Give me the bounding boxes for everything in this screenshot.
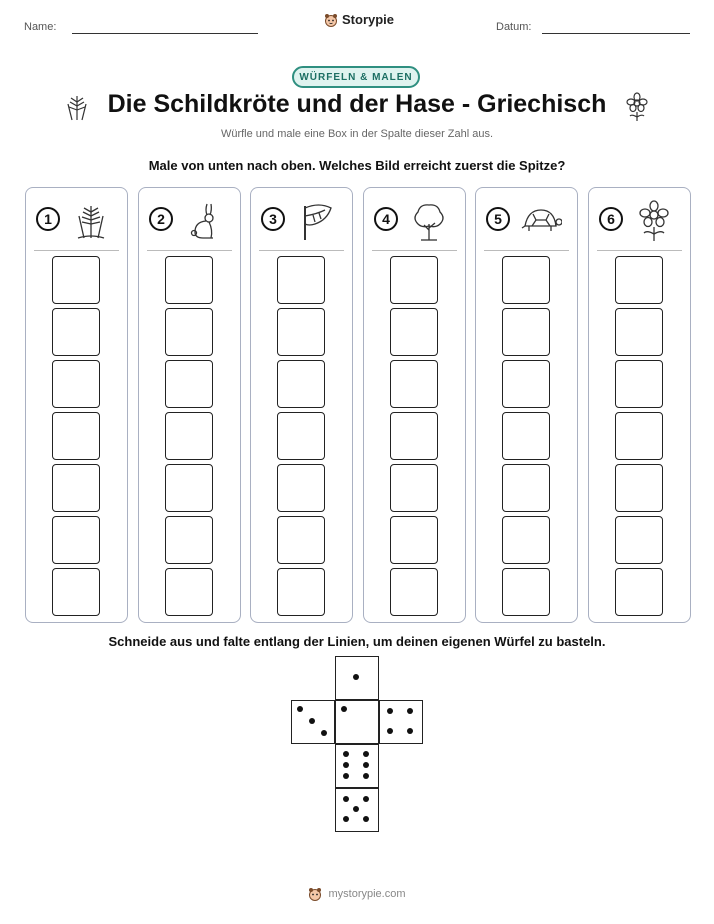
color-box[interactable]	[52, 360, 100, 408]
color-box[interactable]	[615, 360, 663, 408]
die-pip	[353, 806, 359, 812]
column-number: 1	[36, 207, 60, 231]
die-pip	[297, 706, 303, 712]
column-number: 6	[599, 207, 623, 231]
color-box[interactable]	[615, 568, 663, 616]
color-box[interactable]	[277, 568, 325, 616]
die-instruction: Schneide aus und falte entlang der Linien, um deinen eigenen Würfel zu basteln.	[108, 634, 606, 649]
instruction: Male von unten nach oben. Welches Bild erreicht zuerst die Spitze?	[148, 158, 566, 173]
footer-url[interactable]: mystorypie.com	[328, 888, 406, 900]
die-pip	[387, 708, 393, 714]
die-pip	[407, 728, 413, 734]
footer	[0, 887, 714, 901]
column-divider	[372, 250, 457, 251]
color-box[interactable]	[277, 256, 325, 304]
fern-icon	[62, 92, 92, 122]
color-box[interactable]	[277, 516, 325, 564]
color-box[interactable]	[277, 464, 325, 512]
color-box[interactable]	[502, 308, 550, 356]
color-box[interactable]	[52, 568, 100, 616]
color-box[interactable]	[165, 516, 213, 564]
color-box[interactable]	[615, 516, 663, 564]
name-line	[72, 33, 258, 34]
die-pip	[363, 751, 369, 757]
die-face-3	[291, 700, 335, 744]
column-divider	[34, 250, 119, 251]
color-box[interactable]	[52, 464, 100, 512]
color-box[interactable]	[502, 516, 550, 564]
color-box[interactable]	[502, 256, 550, 304]
color-box[interactable]	[390, 308, 438, 356]
flower-icon	[633, 200, 675, 242]
die-pip	[343, 796, 349, 802]
color-box[interactable]	[52, 412, 100, 460]
date-line	[542, 33, 690, 34]
color-box[interactable]	[390, 360, 438, 408]
die-pip	[363, 773, 369, 779]
die-pip	[321, 730, 327, 736]
date-label: Datum:	[496, 21, 532, 33]
color-box[interactable]	[502, 464, 550, 512]
column-divider	[259, 250, 344, 251]
die-pip	[343, 816, 349, 822]
die-face-1	[335, 656, 379, 700]
category-badge: WÜRFELN & MALEN	[292, 66, 420, 88]
color-box[interactable]	[165, 256, 213, 304]
storypie-logo-icon	[324, 13, 338, 27]
brand	[324, 12, 394, 27]
column-2	[138, 187, 241, 623]
color-box[interactable]	[502, 412, 550, 460]
brand-name: Storypie	[342, 12, 395, 27]
color-box[interactable]	[615, 308, 663, 356]
die-face-4	[379, 700, 423, 744]
rabbit-icon	[183, 200, 225, 242]
turtle-icon	[520, 200, 562, 242]
color-box[interactable]	[390, 256, 438, 304]
color-box[interactable]	[165, 360, 213, 408]
name-label: Name:	[24, 21, 57, 33]
column-number: 5	[486, 207, 510, 231]
die-pip	[343, 762, 349, 768]
page-title: Die Schildkröte und der Hase - Griechisch	[107, 90, 607, 118]
color-box[interactable]	[52, 516, 100, 564]
die-pip	[309, 718, 315, 724]
column-number: 4	[374, 207, 398, 231]
color-box[interactable]	[390, 464, 438, 512]
color-box[interactable]	[615, 464, 663, 512]
color-box[interactable]	[165, 412, 213, 460]
die-pip	[363, 796, 369, 802]
die-pip	[353, 674, 359, 680]
storypie-logo-icon	[308, 887, 322, 901]
subtitle: Würfle und male eine Box in der Spalte dieser Zahl aus.	[220, 128, 494, 140]
die-pip	[387, 728, 393, 734]
color-box[interactable]	[165, 464, 213, 512]
color-box[interactable]	[165, 308, 213, 356]
column-1	[25, 187, 128, 623]
column-number: 3	[261, 207, 285, 231]
column-6	[588, 187, 691, 623]
die-pip	[343, 773, 349, 779]
die-pip	[343, 751, 349, 757]
color-box[interactable]	[52, 308, 100, 356]
die-face-6	[335, 744, 379, 788]
color-box[interactable]	[165, 568, 213, 616]
color-box[interactable]	[52, 256, 100, 304]
tree-icon	[408, 200, 450, 242]
die-pip	[363, 816, 369, 822]
column-5	[475, 187, 578, 623]
color-box[interactable]	[615, 256, 663, 304]
color-box[interactable]	[615, 412, 663, 460]
color-box[interactable]	[277, 308, 325, 356]
column-divider	[484, 250, 569, 251]
column-4	[363, 187, 466, 623]
fern-icon	[70, 200, 112, 242]
color-box[interactable]	[390, 412, 438, 460]
die-pip	[407, 708, 413, 714]
die-face-5	[335, 788, 379, 832]
color-box[interactable]	[277, 360, 325, 408]
color-box[interactable]	[502, 568, 550, 616]
column-3	[250, 187, 353, 623]
color-box[interactable]	[390, 516, 438, 564]
column-divider	[147, 250, 232, 251]
color-box[interactable]	[502, 360, 550, 408]
die-face-1	[335, 700, 379, 744]
die-pip	[341, 706, 347, 712]
column-divider	[597, 250, 682, 251]
color-box[interactable]	[277, 412, 325, 460]
die-pip	[363, 762, 369, 768]
column-number: 2	[149, 207, 173, 231]
color-box[interactable]	[390, 568, 438, 616]
flower-icon	[622, 92, 652, 122]
leaf-flag-icon	[295, 200, 337, 242]
